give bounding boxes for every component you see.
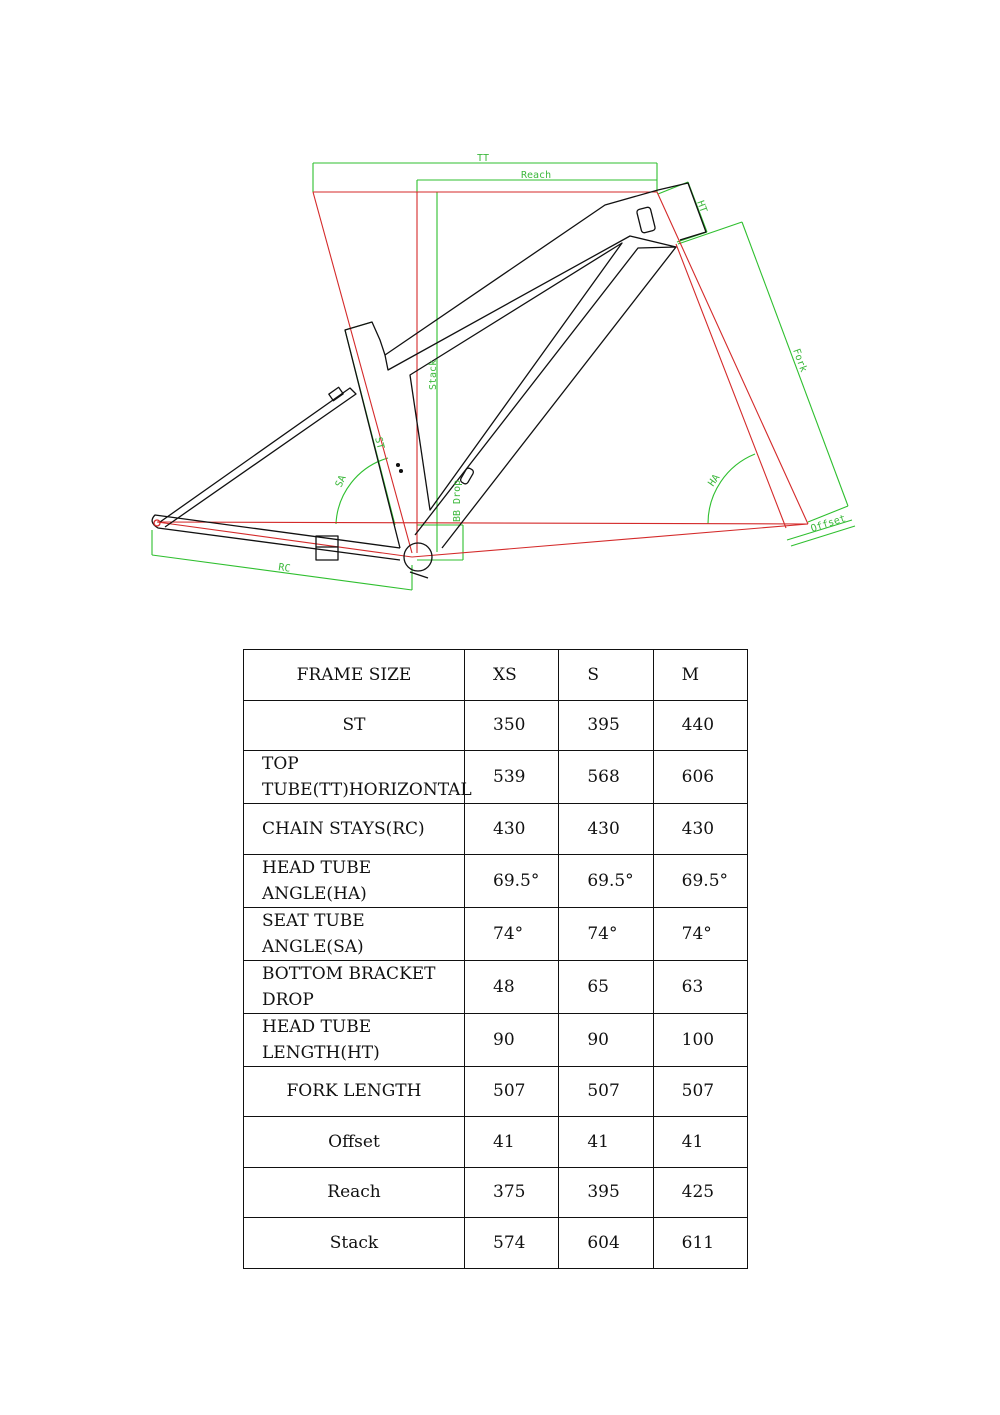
- header-size-m: M: [653, 650, 747, 701]
- cell-m: 69.5°: [653, 854, 747, 907]
- cell-xs: 574: [465, 1218, 559, 1269]
- table-row: [244, 804, 748, 855]
- row-label: [244, 700, 465, 751]
- cell-m: 63: [653, 960, 747, 1013]
- row-label: [244, 1218, 465, 1269]
- label-bb-drop: BB Drop: [452, 479, 463, 522]
- label-tt: TT: [477, 153, 490, 164]
- header-size-xs: XS: [465, 650, 559, 701]
- geometry-table: [243, 649, 748, 1269]
- cell-xs: 69.5°: [465, 854, 559, 907]
- row-label-line: HEAD TUBE: [262, 857, 372, 878]
- row-label: [244, 907, 465, 960]
- cell-s: 507: [559, 1066, 653, 1117]
- row-label-line: TUBE(TT)HORIZONTAL: [262, 780, 472, 800]
- row-label: [244, 804, 465, 855]
- label-fork: Fork: [790, 347, 809, 374]
- cell-xs: 90: [465, 1013, 559, 1066]
- cell-m: 507: [653, 1066, 747, 1117]
- cell-s: 90: [559, 1013, 653, 1066]
- row-label-line: Offset: [328, 1131, 380, 1152]
- cell-xs: 430: [465, 804, 559, 855]
- table-row: [244, 907, 748, 960]
- row-label: [244, 1066, 465, 1117]
- cell-s: 74°: [559, 907, 653, 960]
- row-label-line: ANGLE(HA): [262, 883, 367, 904]
- table-row: [244, 960, 748, 1013]
- cell-m: 611: [653, 1218, 747, 1269]
- dimension-lines: [152, 163, 855, 590]
- cell-m: 74°: [653, 907, 747, 960]
- table-row: [244, 751, 748, 804]
- label-offset: Offset: [809, 513, 848, 535]
- row-label-line: Stack: [329, 1232, 379, 1253]
- label-sa: SA: [333, 473, 349, 490]
- cell-s: 395: [559, 700, 653, 751]
- header-size-s: S: [559, 650, 653, 701]
- cell-s: 430: [559, 804, 653, 855]
- label-ht: HT: [694, 199, 709, 215]
- row-label-line: LENGTH(HT): [262, 1042, 380, 1063]
- table-row: [244, 1167, 748, 1218]
- row-label-line: BOTTOM BRACKET: [262, 963, 436, 984]
- cell-m: 425: [653, 1167, 747, 1218]
- cell-s: 395: [559, 1167, 653, 1218]
- row-label-line: TOP: [262, 754, 299, 774]
- label-stack: Stack: [428, 359, 439, 390]
- cell-s: 65: [559, 960, 653, 1013]
- cell-xs: 375: [465, 1167, 559, 1218]
- cell-m: 440: [653, 700, 747, 751]
- label-rc: RC: [277, 562, 292, 575]
- cell-xs: 539: [465, 751, 559, 804]
- cell-xs: 350: [465, 700, 559, 751]
- row-label: [244, 1117, 465, 1168]
- row-label-line: ANGLE(SA): [262, 936, 364, 957]
- cell-s: 568: [559, 751, 653, 804]
- cell-s: 69.5°: [559, 854, 653, 907]
- row-label-line: SEAT TUBE: [262, 910, 365, 931]
- cell-xs: 74°: [465, 907, 559, 960]
- cell-s: 604: [559, 1218, 653, 1269]
- table-row: [244, 700, 748, 751]
- cell-s: 41: [559, 1117, 653, 1168]
- row-label-line: FORK LENGTH: [286, 1081, 422, 1102]
- geometry-lines: [157, 192, 808, 557]
- table-row: [244, 1013, 748, 1066]
- row-label-line: HEAD TUBE: [262, 1016, 372, 1037]
- frame-geometry-diagram: [0, 0, 1000, 620]
- header-frame-size: FRAME SIZE: [244, 650, 465, 701]
- cell-xs: 41: [465, 1117, 559, 1168]
- label-reach: Reach: [521, 170, 552, 181]
- table-row: [244, 1117, 748, 1168]
- row-label: [244, 1013, 465, 1066]
- row-label: [244, 1167, 465, 1218]
- row-label-line: ST: [342, 715, 366, 736]
- row-label: [244, 751, 472, 804]
- row-label-line: DROP: [262, 989, 314, 1010]
- row-label: [244, 960, 465, 1013]
- row-label-line: CHAIN STAYS(RC): [262, 818, 425, 839]
- table-row: [244, 854, 748, 907]
- label-st: ST: [372, 435, 386, 451]
- cell-m: 41: [653, 1117, 747, 1168]
- cell-xs: 48: [465, 960, 559, 1013]
- cell-m: 606: [653, 751, 747, 804]
- row-label-line: Reach: [327, 1182, 381, 1203]
- table-header-row: [244, 650, 748, 701]
- cell-m: 100: [653, 1013, 747, 1066]
- label-ha: HA: [706, 472, 723, 489]
- table-row: [244, 1218, 748, 1269]
- cell-xs: 507: [465, 1066, 559, 1117]
- row-label: [244, 854, 465, 907]
- cell-m: 430: [653, 804, 747, 855]
- table-row: [244, 1066, 748, 1117]
